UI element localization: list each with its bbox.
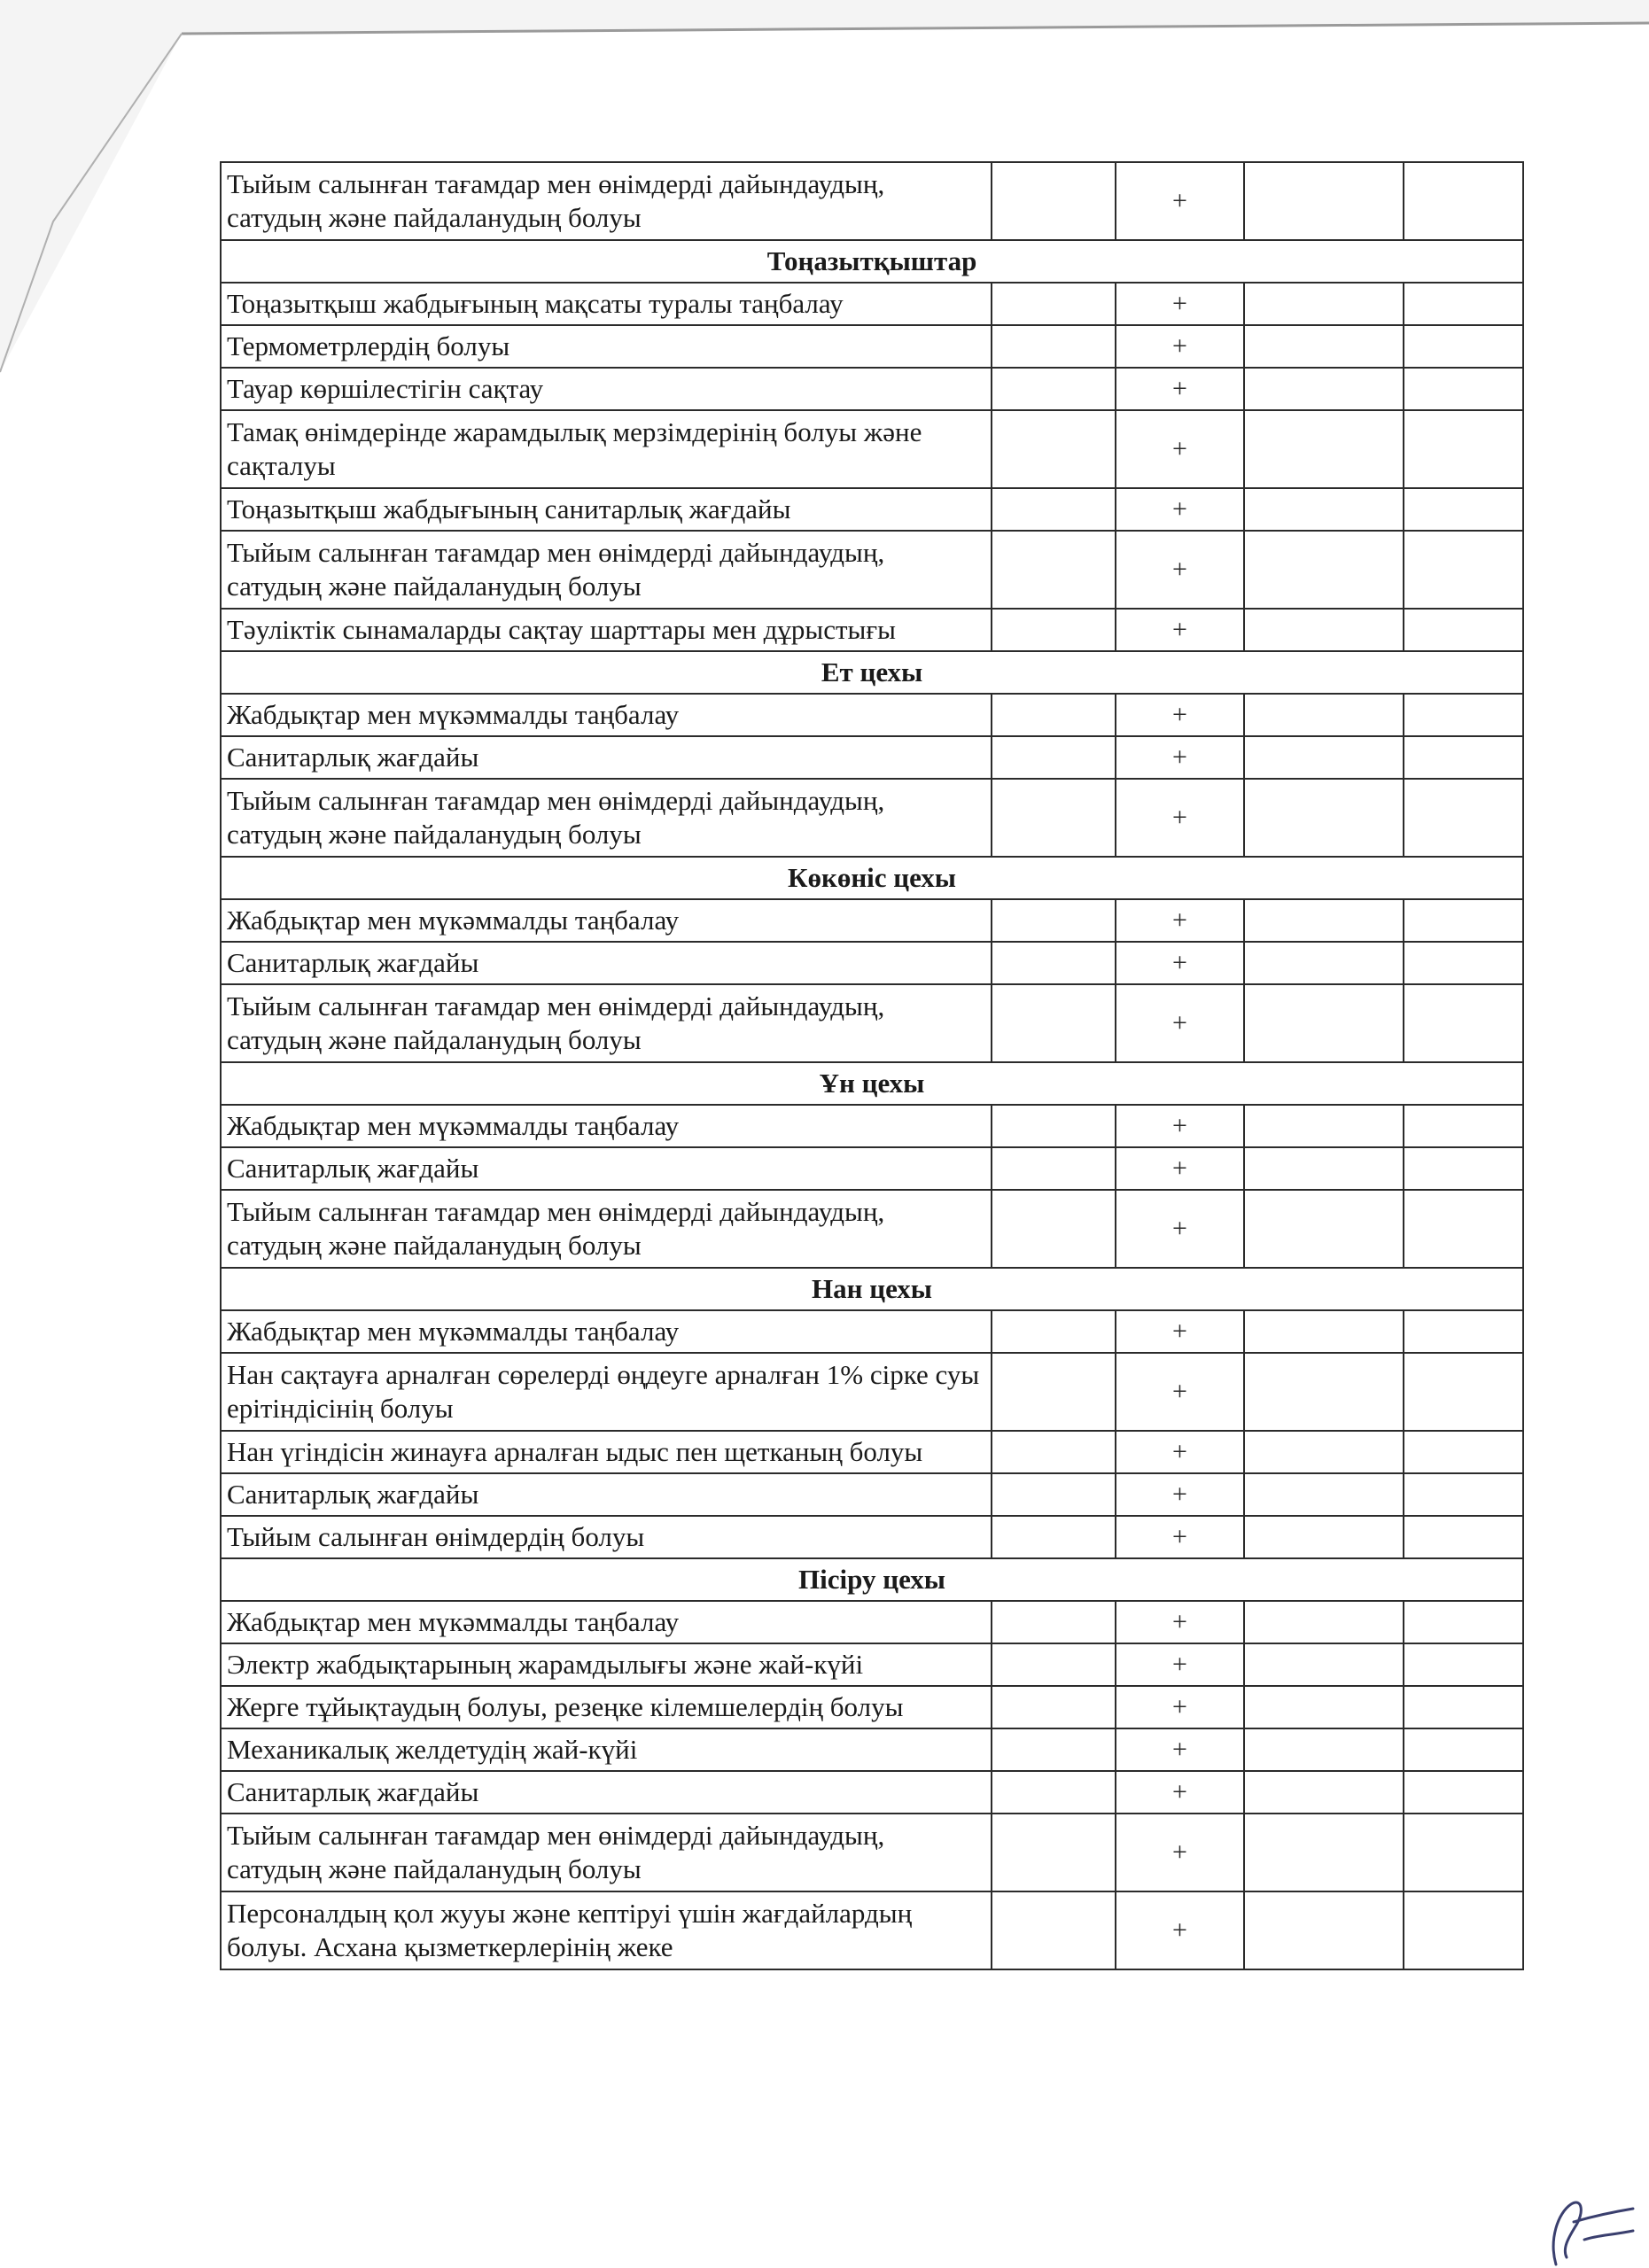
checklist-item-text: Санитарлық жағдайы (221, 736, 992, 779)
mark-cell-3 (1244, 1516, 1404, 1558)
section-title: Ұн цехы (221, 1062, 1523, 1105)
section-title: Пісіру цехы (221, 1558, 1523, 1601)
mark-cell-3 (1244, 162, 1404, 240)
mark-cell-4 (1404, 1147, 1523, 1190)
mark-cell-1 (992, 1310, 1116, 1353)
checklist-item-text: Жабдықтар мен мүкәммалды таңбалау (221, 899, 992, 942)
checklist-item-text: Тәуліктік сынамаларды сақтау шарттары мен дұрыстығы (221, 609, 992, 651)
mark-cell-4 (1404, 736, 1523, 779)
mark-cell-4 (1404, 942, 1523, 984)
mark-cell-2: + (1116, 1728, 1244, 1771)
section-header-row (221, 857, 1523, 899)
checklist-row (221, 1105, 1523, 1147)
mark-cell-3 (1244, 325, 1404, 368)
mark-cell-4 (1404, 1601, 1523, 1643)
checklist-row (221, 325, 1523, 368)
mark-cell-1 (992, 1147, 1116, 1190)
checklist-item-text: Термометрлердің болуы (221, 325, 992, 368)
checklist-item-text: Нан сақтауға арналған сөрелерді өңдеуге арналған 1% сірке суы ерітіндісінің болуы (221, 1353, 992, 1431)
mark-cell-2: + (1116, 1686, 1244, 1728)
checklist-row (221, 1686, 1523, 1728)
mark-cell-3 (1244, 488, 1404, 531)
mark-cell-2: + (1116, 1190, 1244, 1268)
checklist-item-text: Электр жабдықтарының жарамдылығы және жай-күйі (221, 1643, 992, 1686)
mark-cell-3 (1244, 283, 1404, 325)
mark-cell-4 (1404, 368, 1523, 410)
checklist-item-text: Тауар көршілестігін сақтау (221, 368, 992, 410)
checklist-row (221, 162, 1523, 240)
mark-cell-1 (992, 1516, 1116, 1558)
mark-cell-4 (1404, 1516, 1523, 1558)
mark-cell-1 (992, 162, 1116, 240)
mark-cell-2: + (1116, 1891, 1244, 1969)
checklist-item-text: Санитарлық жағдайы (221, 1771, 992, 1814)
mark-cell-2: + (1116, 736, 1244, 779)
mark-cell-1 (992, 488, 1116, 531)
checklist-body (221, 162, 1523, 1969)
checklist-item-text: Тыйым салынған өнімдердің болуы (221, 1516, 992, 1558)
checklist-row (221, 694, 1523, 736)
mark-cell-4 (1404, 1190, 1523, 1268)
mark-cell-3 (1244, 1473, 1404, 1516)
checklist-item-text: Жабдықтар мен мүкәммалды таңбалау (221, 1601, 992, 1643)
section-title: Көкөніс цехы (221, 857, 1523, 899)
mark-cell-1 (992, 1891, 1116, 1969)
checklist-row (221, 1147, 1523, 1190)
mark-cell-4 (1404, 1771, 1523, 1814)
mark-cell-2: + (1116, 942, 1244, 984)
checklist-item-text: Тыйым салынған тағамдар мен өнімдерді дайындаудың, сатудың және пайдаланудың болуы (221, 1814, 992, 1891)
checklist-item-text: Жабдықтар мен мүкәммалды таңбалау (221, 1105, 992, 1147)
mark-cell-2: + (1116, 410, 1244, 488)
mark-cell-2: + (1116, 1601, 1244, 1643)
checklist-item-text: Санитарлық жағдайы (221, 1147, 992, 1190)
checklist-item-text: Тыйым салынған тағамдар мен өнімдерді дайындаудың, сатудың және пайдаланудың болуы (221, 984, 992, 1062)
mark-cell-1 (992, 1686, 1116, 1728)
mark-cell-3 (1244, 1190, 1404, 1268)
mark-cell-1 (992, 1728, 1116, 1771)
checklist-row (221, 609, 1523, 651)
mark-cell-1 (992, 283, 1116, 325)
checklist-item-text: Тыйым салынған тағамдар мен өнімдерді дайындаудың, сатудың және пайдаланудың болуы (221, 1190, 992, 1268)
mark-cell-1 (992, 1190, 1116, 1268)
mark-cell-1 (992, 410, 1116, 488)
mark-cell-3 (1244, 1728, 1404, 1771)
mark-cell-1 (992, 1771, 1116, 1814)
mark-cell-4 (1404, 694, 1523, 736)
checklist-row (221, 1814, 1523, 1891)
mark-cell-2: + (1116, 283, 1244, 325)
section-title: Нан цехы (221, 1268, 1523, 1310)
mark-cell-4 (1404, 779, 1523, 857)
mark-cell-4 (1404, 1891, 1523, 1969)
checklist-row (221, 410, 1523, 488)
mark-cell-2: + (1116, 1105, 1244, 1147)
mark-cell-3 (1244, 942, 1404, 984)
mark-cell-1 (992, 1643, 1116, 1686)
checklist-item-text: Тамақ өнімдерінде жарамдылық мерзімдерінің болуы және сақталуы (221, 410, 992, 488)
mark-cell-1 (992, 1601, 1116, 1643)
mark-cell-3 (1244, 1105, 1404, 1147)
checklist-row (221, 1431, 1523, 1473)
checklist-row (221, 488, 1523, 531)
mark-cell-4 (1404, 984, 1523, 1062)
signature-mark (1522, 2186, 1637, 2268)
mark-cell-3 (1244, 1891, 1404, 1969)
mark-cell-1 (992, 1473, 1116, 1516)
mark-cell-3 (1244, 1686, 1404, 1728)
mark-cell-2: + (1116, 899, 1244, 942)
mark-cell-3 (1244, 368, 1404, 410)
mark-cell-4 (1404, 1473, 1523, 1516)
mark-cell-2: + (1116, 1431, 1244, 1473)
mark-cell-4 (1404, 325, 1523, 368)
mark-cell-2: + (1116, 1147, 1244, 1190)
checklist-row (221, 1601, 1523, 1643)
section-title: Ет цехы (221, 651, 1523, 694)
checklist-row (221, 1516, 1523, 1558)
mark-cell-3 (1244, 1601, 1404, 1643)
checklist-row (221, 1473, 1523, 1516)
checklist-item-text: Нан үгіндісін жинауға арналған ыдыс пен щетканың болуы (221, 1431, 992, 1473)
checklist-row (221, 942, 1523, 984)
mark-cell-4 (1404, 609, 1523, 651)
mark-cell-2: + (1116, 488, 1244, 531)
mark-cell-3 (1244, 899, 1404, 942)
mark-cell-2: + (1116, 1473, 1244, 1516)
checklist-item-text: Жерге тұйықтаудың болуы, резеңке кілемшелердің болуы (221, 1686, 992, 1728)
mark-cell-4 (1404, 1686, 1523, 1728)
mark-cell-1 (992, 984, 1116, 1062)
checklist-item-text: Механикалық желдетудің жай-күйі (221, 1728, 992, 1771)
mark-cell-3 (1244, 736, 1404, 779)
mark-cell-1 (992, 942, 1116, 984)
checklist-row (221, 736, 1523, 779)
mark-cell-3 (1244, 1643, 1404, 1686)
mark-cell-4 (1404, 283, 1523, 325)
mark-cell-3 (1244, 1431, 1404, 1473)
checklist-row (221, 531, 1523, 609)
mark-cell-4 (1404, 1431, 1523, 1473)
checklist-row (221, 1728, 1523, 1771)
mark-cell-2: + (1116, 325, 1244, 368)
mark-cell-4 (1404, 1814, 1523, 1891)
checklist-item-text: Персоналдың қол жууы және кептіруі үшін жағдайлардың болуы. Асхана қызметкерлерінің жеке (221, 1891, 992, 1969)
mark-cell-4 (1404, 1643, 1523, 1686)
mark-cell-3 (1244, 779, 1404, 857)
mark-cell-2: + (1116, 694, 1244, 736)
mark-cell-3 (1244, 694, 1404, 736)
section-header-row (221, 1062, 1523, 1105)
checklist-row (221, 1310, 1523, 1353)
mark-cell-4 (1404, 1310, 1523, 1353)
mark-cell-4 (1404, 488, 1523, 531)
mark-cell-1 (992, 531, 1116, 609)
mark-cell-4 (1404, 1728, 1523, 1771)
mark-cell-1 (992, 1105, 1116, 1147)
checklist-row (221, 1353, 1523, 1431)
mark-cell-2: + (1116, 984, 1244, 1062)
mark-cell-3 (1244, 410, 1404, 488)
mark-cell-4 (1404, 410, 1523, 488)
mark-cell-1 (992, 1353, 1116, 1431)
mark-cell-3 (1244, 531, 1404, 609)
checklist-item-text: Тыйым салынған тағамдар мен өнімдерді дайындаудың, сатудың және пайдаланудың болуы (221, 162, 992, 240)
section-header-row (221, 651, 1523, 694)
checklist-item-text: Тоңазытқыш жабдығының мақсаты туралы таңбалау (221, 283, 992, 325)
mark-cell-2: + (1116, 1643, 1244, 1686)
checklist-item-text: Тыйым салынған тағамдар мен өнімдерді дайындаудың, сатудың және пайдаланудың болуы (221, 779, 992, 857)
mark-cell-3 (1244, 1353, 1404, 1431)
checklist-row (221, 368, 1523, 410)
checklist-row (221, 1190, 1523, 1268)
mark-cell-2: + (1116, 1771, 1244, 1814)
checklist-row (221, 283, 1523, 325)
mark-cell-1 (992, 1431, 1116, 1473)
checklist-item-text: Жабдықтар мен мүкәммалды таңбалау (221, 694, 992, 736)
inspection-checklist-table (220, 161, 1524, 1970)
checklist-item-text: Санитарлық жағдайы (221, 1473, 992, 1516)
mark-cell-2: + (1116, 162, 1244, 240)
mark-cell-4 (1404, 531, 1523, 609)
mark-cell-2: + (1116, 1814, 1244, 1891)
mark-cell-1 (992, 736, 1116, 779)
checklist-item-text: Тыйым салынған тағамдар мен өнімдерді дайындаудың, сатудың және пайдаланудың болуы (221, 531, 992, 609)
checklist-item-text: Тоңазытқыш жабдығының санитарлық жағдайы (221, 488, 992, 531)
mark-cell-2: + (1116, 368, 1244, 410)
mark-cell-2: + (1116, 779, 1244, 857)
mark-cell-1 (992, 779, 1116, 857)
mark-cell-3 (1244, 1147, 1404, 1190)
mark-cell-1 (992, 609, 1116, 651)
mark-cell-2: + (1116, 609, 1244, 651)
mark-cell-3 (1244, 984, 1404, 1062)
checklist-row (221, 984, 1523, 1062)
mark-cell-1 (992, 368, 1116, 410)
mark-cell-4 (1404, 1105, 1523, 1147)
section-header-row (221, 240, 1523, 283)
mark-cell-1 (992, 1814, 1116, 1891)
checklist-row (221, 899, 1523, 942)
mark-cell-2: + (1116, 1516, 1244, 1558)
mark-cell-4 (1404, 1353, 1523, 1431)
mark-cell-1 (992, 899, 1116, 942)
checklist-row (221, 1771, 1523, 1814)
mark-cell-2: + (1116, 1310, 1244, 1353)
mark-cell-3 (1244, 609, 1404, 651)
mark-cell-3 (1244, 1310, 1404, 1353)
section-header-row (221, 1268, 1523, 1310)
mark-cell-4 (1404, 899, 1523, 942)
mark-cell-3 (1244, 1814, 1404, 1891)
checklist-row (221, 779, 1523, 857)
section-header-row (221, 1558, 1523, 1601)
checklist-item-text: Санитарлық жағдайы (221, 942, 992, 984)
mark-cell-2: + (1116, 1353, 1244, 1431)
mark-cell-1 (992, 325, 1116, 368)
mark-cell-4 (1404, 162, 1523, 240)
section-title: Тоңазытқыштар (221, 240, 1523, 283)
checklist-item-text: Жабдықтар мен мүкәммалды таңбалау (221, 1310, 992, 1353)
mark-cell-3 (1244, 1771, 1404, 1814)
mark-cell-2: + (1116, 531, 1244, 609)
mark-cell-1 (992, 694, 1116, 736)
checklist-row (221, 1643, 1523, 1686)
checklist-row (221, 1891, 1523, 1969)
